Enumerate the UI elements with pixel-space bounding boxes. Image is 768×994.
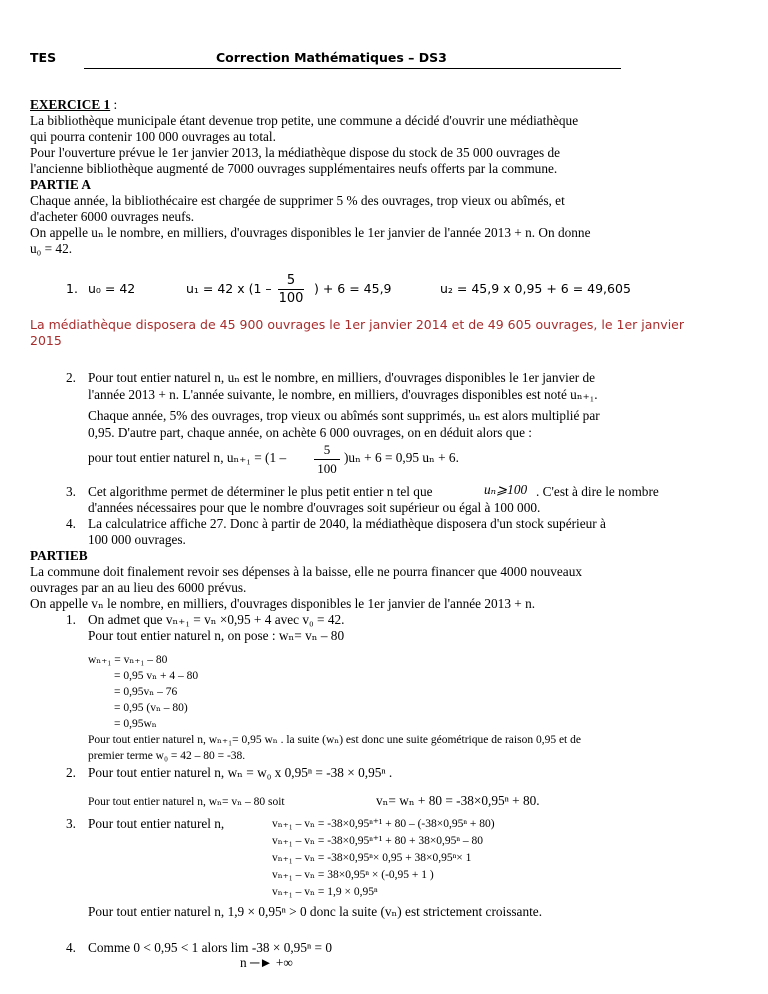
a1-u0: u₀ = 42	[88, 281, 136, 296]
b1-number: 1.	[66, 612, 76, 627]
b1-conclusion-2: premier terme w₀ = 42 – 80 = -38.	[88, 750, 246, 762]
a1-answer-line-2: 2015	[30, 333, 62, 348]
b3-lead: Pour tout entier naturel n,	[88, 816, 225, 831]
b1-conclusion-1: Pour tout entier naturel n, wₙ₊₁= 0,95 wₙ . la suite (wₙ) est donc une suite géométrique de raison 0,95 et de	[88, 734, 581, 746]
intro-line-4: l'ancienne bibliothèque augmenté de 7000 ouvrages supplémentaires neufs offerts par la commune.	[30, 161, 558, 176]
intro-line-2: qui pourra contenir 100 000 ouvrages au total.	[30, 129, 276, 144]
part-a-line-1: Chaque année, la bibliothécaire est chargée de supprimer 5 % des ouvrages, trop vieux ou abîmés, et	[30, 193, 565, 208]
part-a-line-2: d'acheter 6000 ouvrages neufs.	[30, 209, 195, 224]
b1-calc-2: = 0,95 vₙ + 4 – 80	[114, 670, 199, 682]
exercise-title: EXERCICE 1	[30, 97, 111, 112]
b1-calc-3: = 0,95vₙ – 76	[114, 686, 178, 698]
b4-number: 4.	[66, 940, 76, 955]
b2-line-1: Pour tout entier naturel n, wₙ = w₀ x 0,95ⁿ = -38 × 0,95ⁿ .	[88, 765, 393, 780]
a1-u1-end: ) + 6 = 45,9	[314, 281, 392, 296]
a2-line-2: l'année 2013 + n. L'année suivante, le nombre, en milliers, d'ouvrages disponibles est noté uₙ₊₁.	[88, 387, 598, 402]
part-a-line-3: On appelle uₙ le nombre, en milliers, d'ouvrages disponibles le 1er janvier de l'année 2013 + n. On donne	[30, 225, 591, 240]
a2-formula-end: )uₙ + 6 = 0,95 uₙ + 6.	[344, 450, 459, 465]
a2-number: 2.	[66, 370, 76, 385]
a4-line-1: La calculatrice affiche 27. Donc à partir de 2040, la médiathèque disposera d'un stock supérieur à	[88, 516, 606, 531]
a4-line-2: 100 000 ouvrages.	[88, 532, 186, 547]
part-b-title: PARTIEB	[30, 548, 88, 563]
a3-number: 3.	[66, 484, 76, 499]
a3-line-1c: . C'est à dire le nombre	[536, 484, 659, 499]
part-b-line-2: ouvrages par an au lieu des 6000 prévus.	[30, 580, 247, 595]
b1-calc-4: = 0,95 (vₙ – 80)	[114, 702, 188, 714]
b2-number: 2.	[66, 765, 76, 780]
a2-line-3: Chaque année, 5% des ouvrages, trop vieux ou abîmés sont supprimés, uₙ est alors multiplié par	[88, 408, 600, 423]
b3-step-4: vₙ₊₁ – vₙ = 38×0,95ⁿ × (-0,95 + 1 )	[272, 869, 434, 881]
exercise-title-line	[30, 97, 117, 113]
a3-line-1a: Cet algorithme permet de déterminer le plus petit entier n tel que	[88, 484, 433, 499]
a3-line-2: d'années nécessaires pour que le nombre d'ouvrages soit supérieur ou égal à 100 000.	[88, 500, 541, 515]
a1-fraction	[278, 273, 304, 306]
part-a-line-4: u₀ = 42.	[30, 241, 73, 256]
exercise-title-suffix: :	[110, 97, 118, 112]
part-b-line-1: La commune doit finalement revoir ses dépenses à la baisse, elle ne pourra financer que 4000 nouveaux	[30, 564, 582, 579]
a1-u1-start: u₁ = 42 x (1 –	[186, 281, 272, 296]
b1-line-2: Pour tout entier naturel n, on pose : wₙ= vₙ – 80	[88, 628, 345, 643]
b1-calc-1: wₙ₊₁ = vₙ₊₁ – 80	[88, 654, 168, 666]
b1-line-1: On admet que vₙ₊₁ = vₙ ×0,95 + 4 avec v₀ = 42.	[88, 612, 345, 627]
b3-step-1: vₙ₊₁ – vₙ = -38×0,95ⁿ⁺¹ + 80 – (-38×0,95ⁿ + 80)	[272, 818, 495, 830]
b1-calc-5: = 0,95wₙ	[114, 718, 157, 730]
part-a-title: PARTIE A	[30, 177, 91, 192]
b3-step-2: vₙ₊₁ – vₙ = -38×0,95ⁿ⁺¹ + 80 + 38×0,95ⁿ – 80	[272, 835, 484, 847]
a1-fraction-num: 5	[286, 273, 296, 288]
intro-line-1: La bibliothèque municipale étant devenue trop petite, une commune a décidé d'ouvrir une médiathèque	[30, 113, 579, 128]
b3-step-5: vₙ₊₁ – vₙ = 1,9 × 0,95ⁿ	[272, 886, 378, 898]
a1-u2: u₂ = 45,9 x 0,95 + 6 = 49,605	[440, 281, 631, 296]
b3-conclusion: Pour tout entier naturel n, 1,9 × 0,95ⁿ > 0 donc la suite (vₙ) est strictement croissante.	[88, 904, 543, 919]
b2-line-2a: Pour tout entier naturel n, wₙ= vₙ – 80 soit	[88, 796, 285, 808]
a4-number: 4.	[66, 516, 76, 531]
part-b-line-3: On appelle vₙ le nombre, en milliers, d'ouvrages disponibles le 1er janvier de l'année 2013 + n.	[30, 596, 536, 611]
header-rule	[84, 68, 621, 69]
a1-answer-line-1: La médiathèque disposera de 45 900 ouvrages le 1er janvier 2014 et de 49 605 ouvrages, le 1er janvier	[30, 317, 685, 332]
b2-line-2b: vₙ= wₙ + 80 = -38×0,95ⁿ + 80.	[376, 793, 540, 808]
b3-number: 3.	[66, 816, 76, 831]
a1-fraction-den: 100	[278, 291, 304, 306]
a2-line-4: 0,95. D'autre part, chaque année, on achète 6 000 ouvrages, on en déduit alors que :	[88, 425, 532, 440]
header-left: TES	[30, 50, 57, 65]
a2-formula-start: pour tout entier naturel n, uₙ₊₁ = (1 –	[88, 450, 287, 465]
a1-number: 1.	[66, 281, 78, 296]
a2-fraction-num: 5	[323, 442, 331, 457]
page-title: Correction Mathématiques – DS3	[216, 50, 447, 65]
a2-fraction-den: 100	[317, 461, 337, 476]
intro-line-3: Pour l'ouverture prévue le 1er janvier 2013, la médiathèque dispose du stock de 35 000 ouvrages de	[30, 145, 561, 160]
a2-line-1: Pour tout entier naturel n, uₙ est le nombre, en milliers, d'ouvrages disponibles le 1er janvier de	[88, 370, 596, 385]
a2-fraction	[314, 442, 340, 477]
a3-condition: uₙ⩾100	[484, 482, 528, 497]
b4-limit-under: n ─► +∞	[240, 955, 293, 970]
b3-step-3: vₙ₊₁ – vₙ = -38×0,95ⁿ× 0,95 + 38×0,95ⁿ× 1	[272, 852, 472, 864]
b4-line: Comme 0 < 0,95 < 1 alors lim -38 × 0,95ⁿ = 0	[88, 940, 332, 955]
